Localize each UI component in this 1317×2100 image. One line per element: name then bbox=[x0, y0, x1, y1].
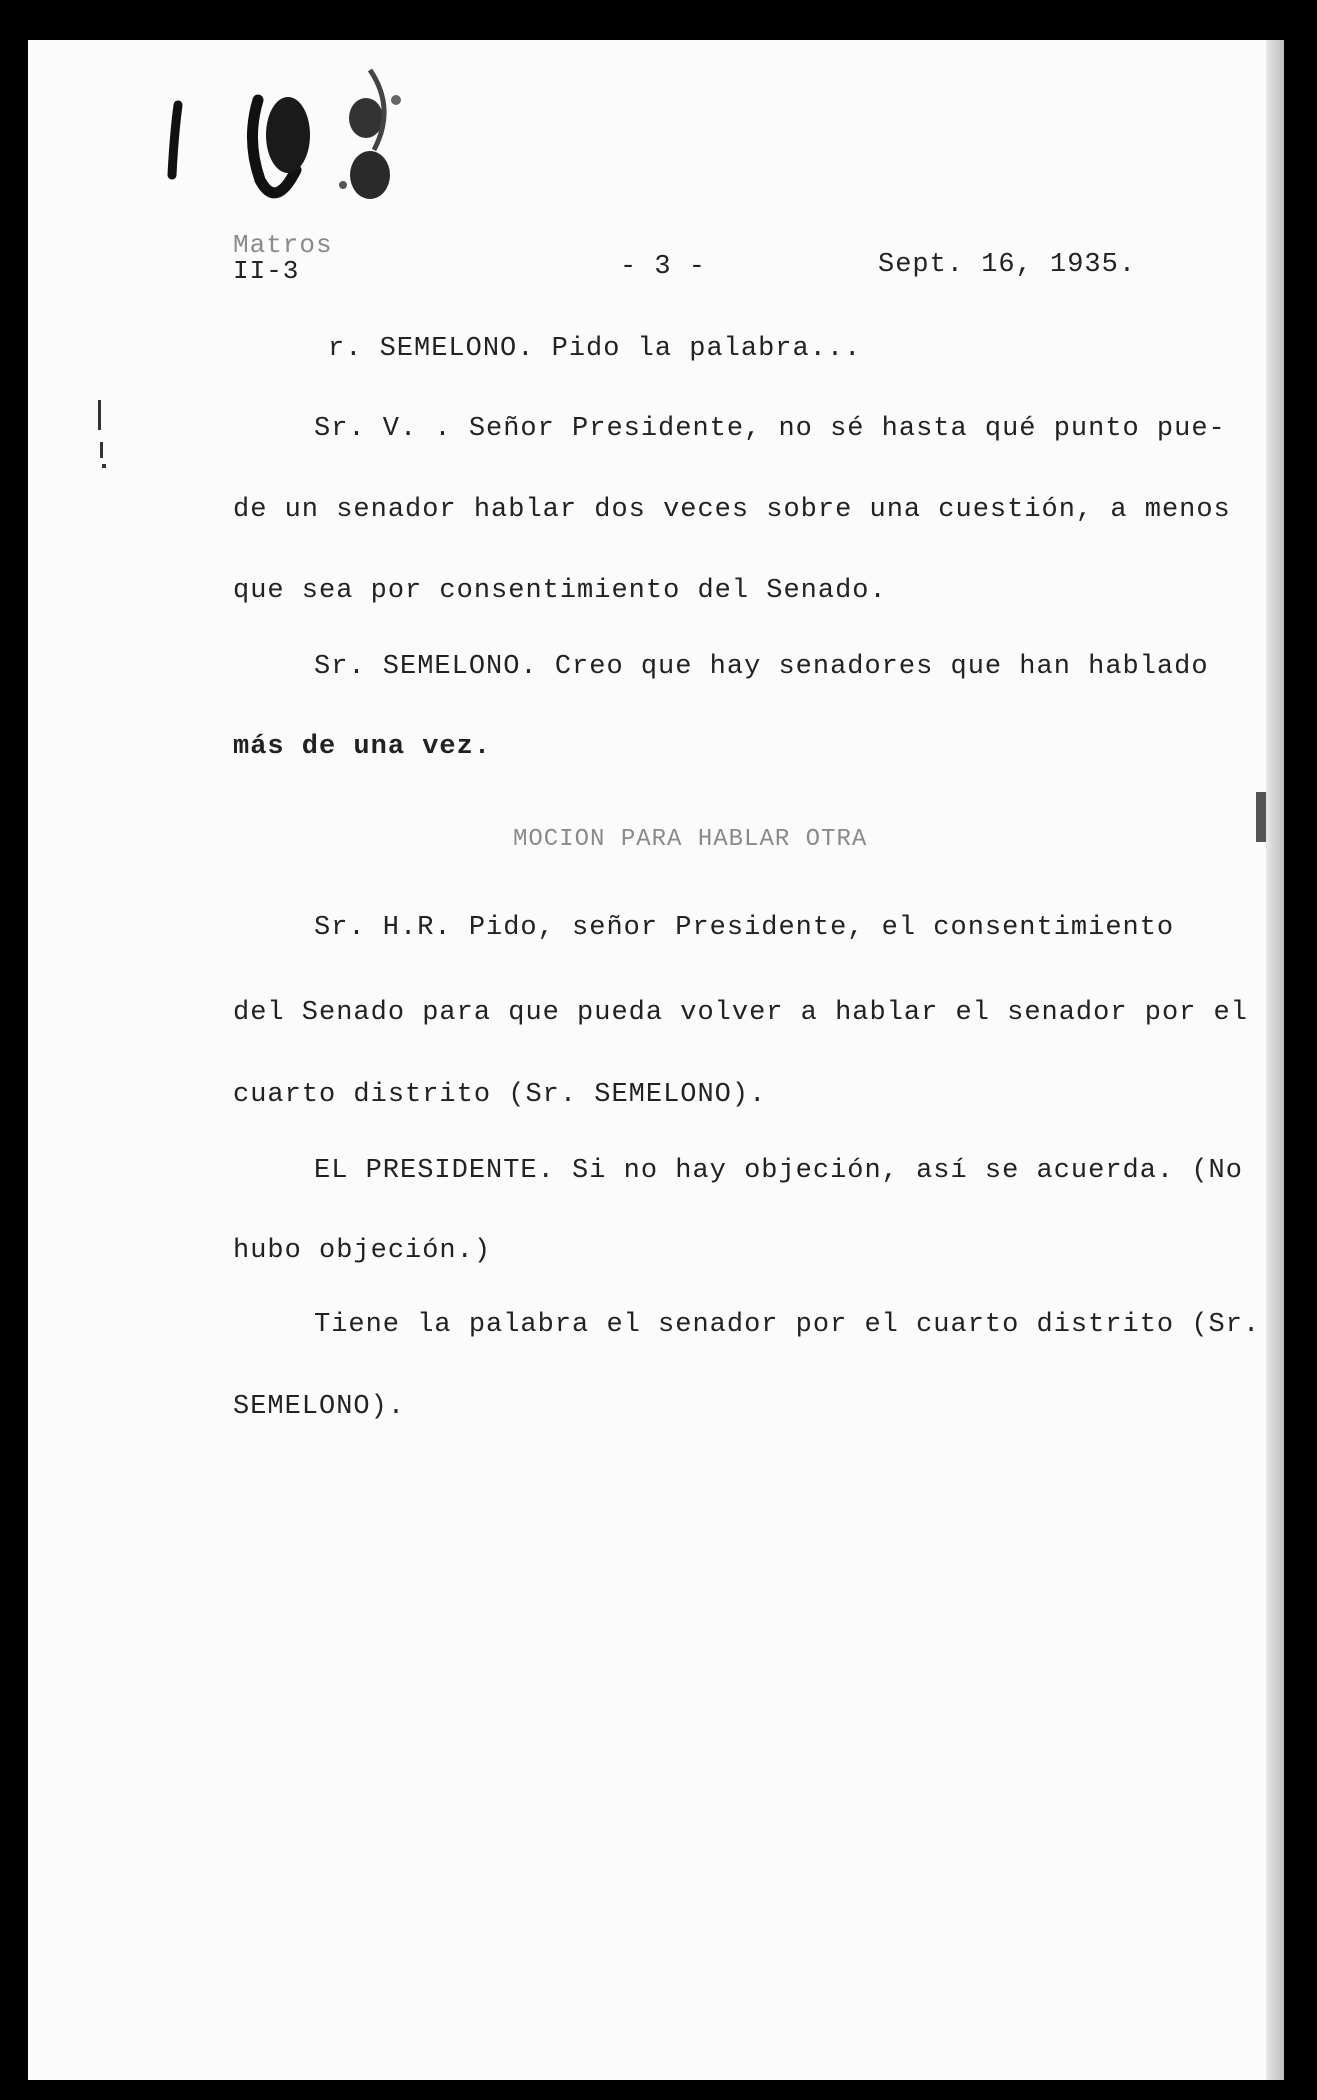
margin-mark bbox=[98, 400, 101, 430]
document-page bbox=[28, 40, 1284, 2080]
handwritten-page-number-stamp bbox=[138, 60, 468, 240]
speech-line: Tiene la palabra el senador por el cuarto distrito (Sr. bbox=[314, 1310, 1261, 1340]
section-heading: MOCION PARA HABLAR OTRA bbox=[513, 826, 868, 853]
margin-mark bbox=[100, 442, 103, 458]
speech-line: del Senado para que pueda volver a hablar el senador por el bbox=[233, 998, 1248, 1028]
header-page-number: - 3 - bbox=[620, 252, 707, 282]
speech-line: Sr. V. . Señor Presidente, no sé hasta qué punto pue- bbox=[314, 414, 1226, 444]
speech-line: EL PRESIDENTE. Si no hay objeción, así se acuerda. (No bbox=[314, 1156, 1243, 1186]
edge-smudge bbox=[1256, 792, 1266, 842]
speech-line: que sea por consentimiento del Senado. bbox=[233, 576, 887, 606]
speech-line: Sr. SEMELONO. Creo que hay senadores que han hablado bbox=[314, 652, 1209, 682]
margin-mark bbox=[102, 464, 106, 468]
speech-line: Sr. H.R. Pido, señor Presidente, el consentimiento bbox=[314, 913, 1175, 943]
speech-line: SEMELONO). bbox=[233, 1392, 406, 1422]
header-sheet-code: II-3 bbox=[233, 256, 300, 286]
speech-line: de un senador hablar dos veces sobre una cuestión, a menos bbox=[233, 495, 1231, 525]
page-edge bbox=[1266, 40, 1284, 2080]
speech-line: más de una vez. bbox=[233, 732, 492, 762]
speech-line: cuarto distrito (Sr. SEMELONO). bbox=[233, 1080, 767, 1110]
header-date: Sept. 16, 1935. bbox=[878, 250, 1137, 280]
speech-line: r. SEMELONO. Pido la palabra... bbox=[328, 334, 862, 364]
header-name-label: Matros bbox=[233, 230, 333, 260]
speech-line: hubo objeción.) bbox=[233, 1236, 492, 1266]
